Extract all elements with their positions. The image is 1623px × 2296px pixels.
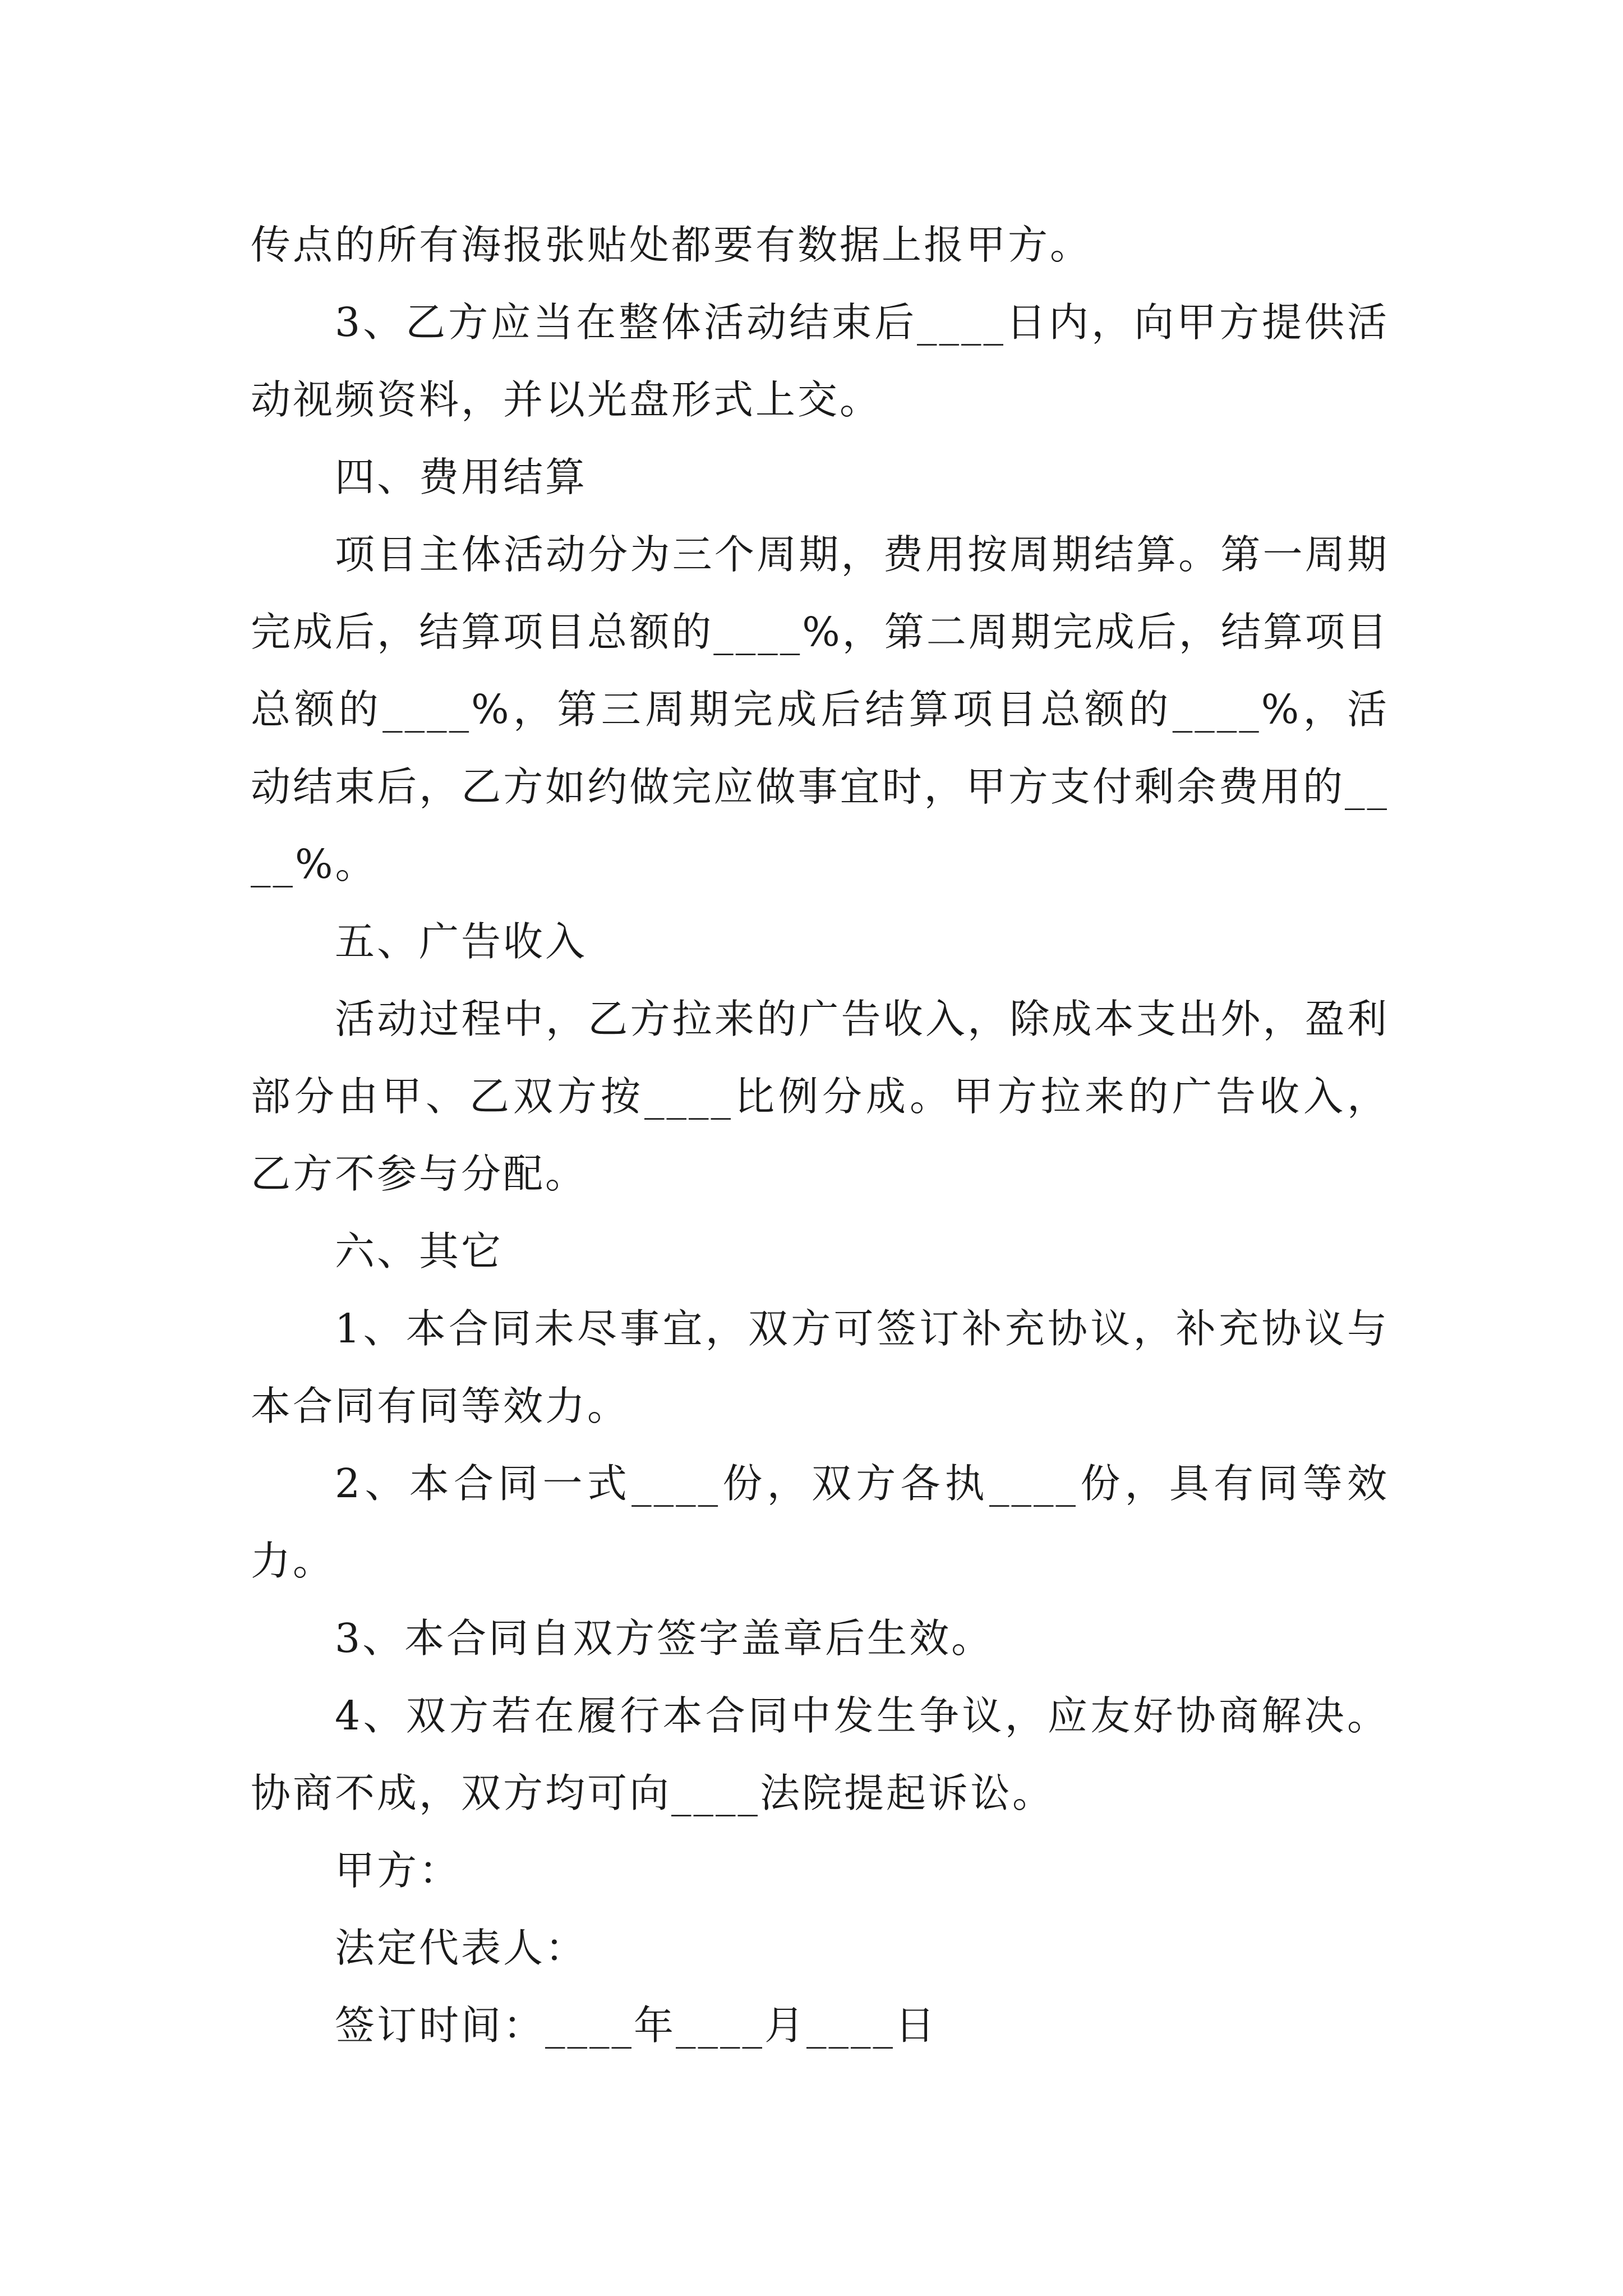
signature-legal-representative: 法定代表人： [335, 1925, 588, 1971]
paragraph-other-clause-1: 1、本合同未尽事宜，双方可签订补充协议，补充协议与本合同有同等效力。 [251, 1305, 1389, 1429]
section-heading-settlement: 四、费用结算 [335, 454, 588, 500]
paragraph-other-clause-4: 4、双方若在履行本合同中发生争议，应友好协商解决。协商不成，双方均可向____法院提起诉讼。 [251, 1692, 1389, 1816]
paragraph-other-clause-2: 2、本合同一式____份，双方各执____份，具有同等效力。 [251, 1460, 1389, 1584]
paragraph-other-clause-3: 3、本合同自双方签字盖章后生效。 [335, 1615, 994, 1662]
signature-date: 签订时间：____年____月____日 [335, 2002, 938, 2049]
paragraph-ad-revenue-terms: 活动过程中，乙方拉来的广告收入，除成本支出外，盈利部分由甲、乙双方按____比例分成。甲方拉来的广告收入，乙方不参与分配。 [251, 996, 1389, 1197]
section-heading-other: 六、其它 [335, 1228, 504, 1274]
paragraph-poster-report: 传点的所有海报张贴处都要有数据上报甲方。 [251, 222, 1092, 268]
document-body [251, 206, 1389, 2064]
paragraph-settlement-terms: 项目主体活动分为三个周期，费用按周期结算。第一周期完成后，结算项目总额的____%，第二周期完成后，结算项目总额的____%，第三周期完成后结算项目总额的____%，活动结束后，乙方如约做完应做事宜时，甲方支付剩余费用的____%。 [251, 531, 1389, 887]
section-heading-ad-revenue: 五、广告收入 [335, 918, 588, 965]
paragraph-clause-3-video: 3、乙方应当在整体活动结束后____日内，向甲方提供活动视频资料，并以光盘形式上交。 [251, 299, 1389, 423]
signature-party-a: 甲方： [335, 1847, 462, 1894]
